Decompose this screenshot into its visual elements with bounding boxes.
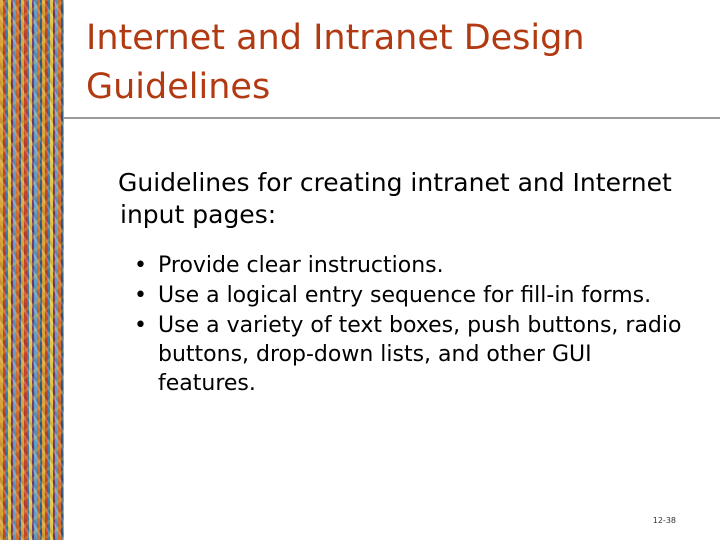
bullet-icon: • (134, 313, 147, 338)
bullet-text: Provide clear instructions. (158, 253, 444, 278)
bullet-text: Use a logical entry sequence for fill-in forms. (158, 283, 652, 308)
bullet-item (134, 251, 694, 280)
slide-number: 12-38 (652, 516, 676, 525)
bullet-list (134, 251, 694, 399)
slide-title: Internet and Intranet Design Guidelines (86, 18, 585, 107)
bullet-item (134, 311, 694, 398)
woven-fabric-border (0, 0, 64, 540)
bullet-text: Use a variety of text boxes, push buttons, radio buttons, drop-down lists, and other GUI features. (158, 313, 682, 396)
title-divider (64, 117, 720, 119)
intro-text: Guidelines for creating intranet and Internet input pages: (118, 168, 672, 229)
bullet-icon: • (134, 253, 147, 278)
bullet-icon: • (134, 283, 147, 308)
bullet-item (134, 281, 694, 310)
